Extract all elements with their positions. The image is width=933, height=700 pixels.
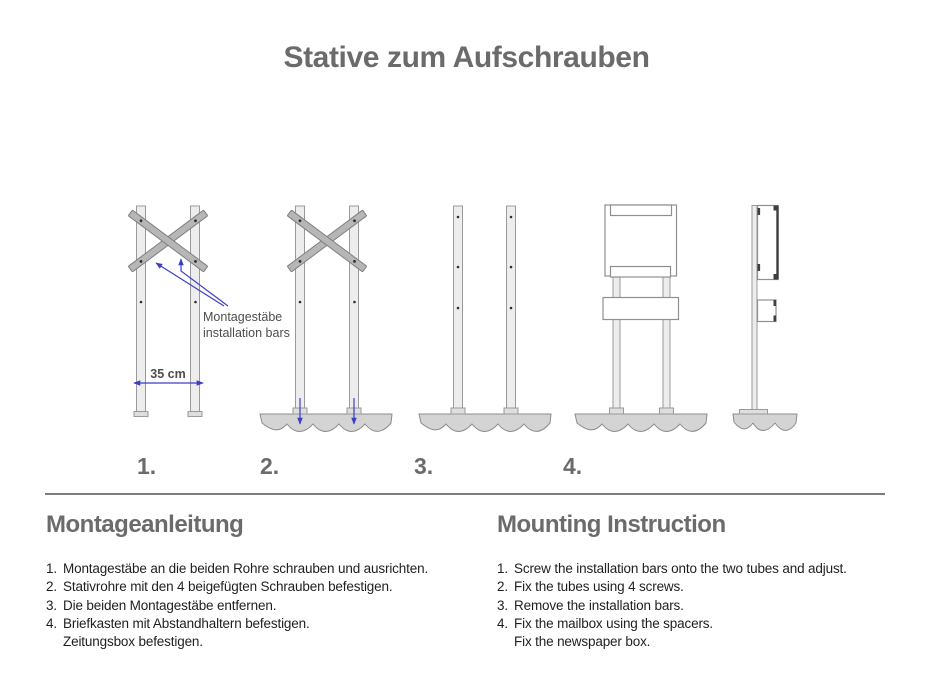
- hole-dot: [353, 301, 356, 304]
- ground: [575, 414, 707, 432]
- list-item: [46, 578, 466, 596]
- hole-dot: [457, 307, 460, 310]
- page-title: Stative zum Aufschrauben: [283, 41, 650, 74]
- tube-foot: [660, 408, 674, 414]
- diagram-step-3: [419, 206, 551, 432]
- screw-dot: [299, 260, 302, 263]
- hole-dot: [194, 301, 197, 304]
- step-number-4: 4.: [563, 453, 583, 479]
- list-item: [46, 597, 466, 615]
- list-item-text: Fix the newspaper box.: [514, 634, 651, 650]
- english-list: [497, 560, 917, 651]
- tube: [613, 276, 620, 408]
- mailbox-lid: [611, 205, 672, 216]
- list-item: [46, 633, 466, 651]
- annotation-label-en: installation bars: [203, 326, 290, 340]
- hole-dot: [510, 266, 513, 269]
- list-item-text: Zeitungsbox befestigen.: [63, 634, 203, 650]
- screw-dot: [194, 260, 197, 263]
- newspaper-box-front: [603, 298, 679, 320]
- step-number-3: 3.: [414, 453, 434, 479]
- mailbox-bottom-rail: [611, 267, 671, 278]
- spacer: [758, 208, 761, 215]
- list-item-number: [46, 633, 63, 651]
- list-item: [497, 578, 917, 596]
- newspaper-box-side: [758, 300, 777, 322]
- list-item: [46, 615, 466, 633]
- separator-line: [45, 493, 885, 495]
- hole-dot: [299, 301, 302, 304]
- hole-dot: [457, 266, 460, 269]
- list-item-number: 4.: [497, 615, 508, 631]
- list-item: [497, 615, 917, 633]
- list-item-number: 3.: [497, 597, 508, 613]
- screw-dot: [299, 219, 302, 222]
- list-item-text: Briefkasten mit Abstandhaltern befestigen.: [63, 615, 310, 631]
- screw-dot: [140, 260, 143, 263]
- list-item-text: Screw the installation bars onto the two tubes and adjust.: [514, 561, 847, 576]
- tube: [296, 206, 305, 408]
- list-item: [497, 633, 917, 651]
- dimension-label: 35 cm: [150, 367, 186, 381]
- screw-dot: [353, 219, 356, 222]
- list-item-number: [497, 633, 514, 651]
- list-item-number: 1.: [46, 561, 57, 576]
- german-heading: Montageanleitung: [46, 511, 244, 538]
- ground: [733, 414, 797, 431]
- instructions-german: [46, 511, 466, 651]
- diagram-step-4: [575, 205, 707, 432]
- hole-dot: [457, 216, 460, 219]
- annotation-label-de: Montagestäbe: [203, 310, 283, 324]
- list-item-text: Montagestäbe an die beiden Rohre schrauben und ausrichten.: [63, 561, 429, 576]
- screw-dot: [353, 260, 356, 263]
- tube: [191, 206, 200, 412]
- hole-dot: [510, 216, 513, 219]
- list-item-number: 1.: [497, 561, 508, 576]
- ground: [419, 414, 551, 432]
- list-item-text: Die beiden Montagestäbe entfernen.: [63, 597, 277, 613]
- list-item: [497, 560, 917, 578]
- step-number-1: 1.: [137, 453, 157, 479]
- hole-dot: [140, 301, 143, 304]
- tube-foot: [188, 412, 202, 417]
- list-item-number: 3.: [46, 597, 57, 613]
- diagram-step-1: [128, 206, 290, 417]
- step-number-2: 2.: [260, 453, 280, 479]
- list-item-text: Fix the mailbox using the spacers.: [514, 615, 713, 631]
- list-item-text: Stativrohre mit den 4 beigefügten Schrauben befestigen.: [63, 579, 393, 595]
- screw-dot: [140, 219, 143, 222]
- mailbox-corner: [774, 274, 779, 280]
- tube-foot: [134, 412, 148, 417]
- assembly-diagrams: [0, 190, 933, 450]
- english-heading: Mounting Instruction: [497, 511, 726, 538]
- tube: [137, 206, 146, 412]
- mailbox-corner: [774, 206, 779, 211]
- tube: [663, 276, 670, 408]
- list-item: [497, 597, 917, 615]
- screw-dot: [194, 219, 197, 222]
- list-item-text: Fix the tubes using 4 screws.: [514, 579, 684, 595]
- german-list: [46, 560, 466, 651]
- diagram-side-view: [733, 206, 797, 431]
- spacer: [758, 264, 761, 271]
- list-item-number: 4.: [46, 615, 57, 631]
- tube-foot: [451, 408, 465, 414]
- list-item: [46, 560, 466, 578]
- tube: [350, 206, 359, 408]
- list-item-number: 2.: [497, 579, 508, 595]
- tube-side: [752, 206, 757, 411]
- base-plate: [740, 410, 768, 415]
- hole-dot: [510, 307, 513, 310]
- newspaper-box-corner: [774, 300, 777, 306]
- mailbox-side: [758, 206, 779, 280]
- instructions-english: [497, 511, 917, 651]
- list-item-number: 2.: [46, 579, 57, 595]
- list-item-text: Remove the installation bars.: [514, 597, 684, 613]
- tube-foot: [504, 408, 518, 414]
- newspaper-box-corner: [774, 316, 777, 322]
- ground: [260, 414, 392, 432]
- tube-foot: [610, 408, 624, 414]
